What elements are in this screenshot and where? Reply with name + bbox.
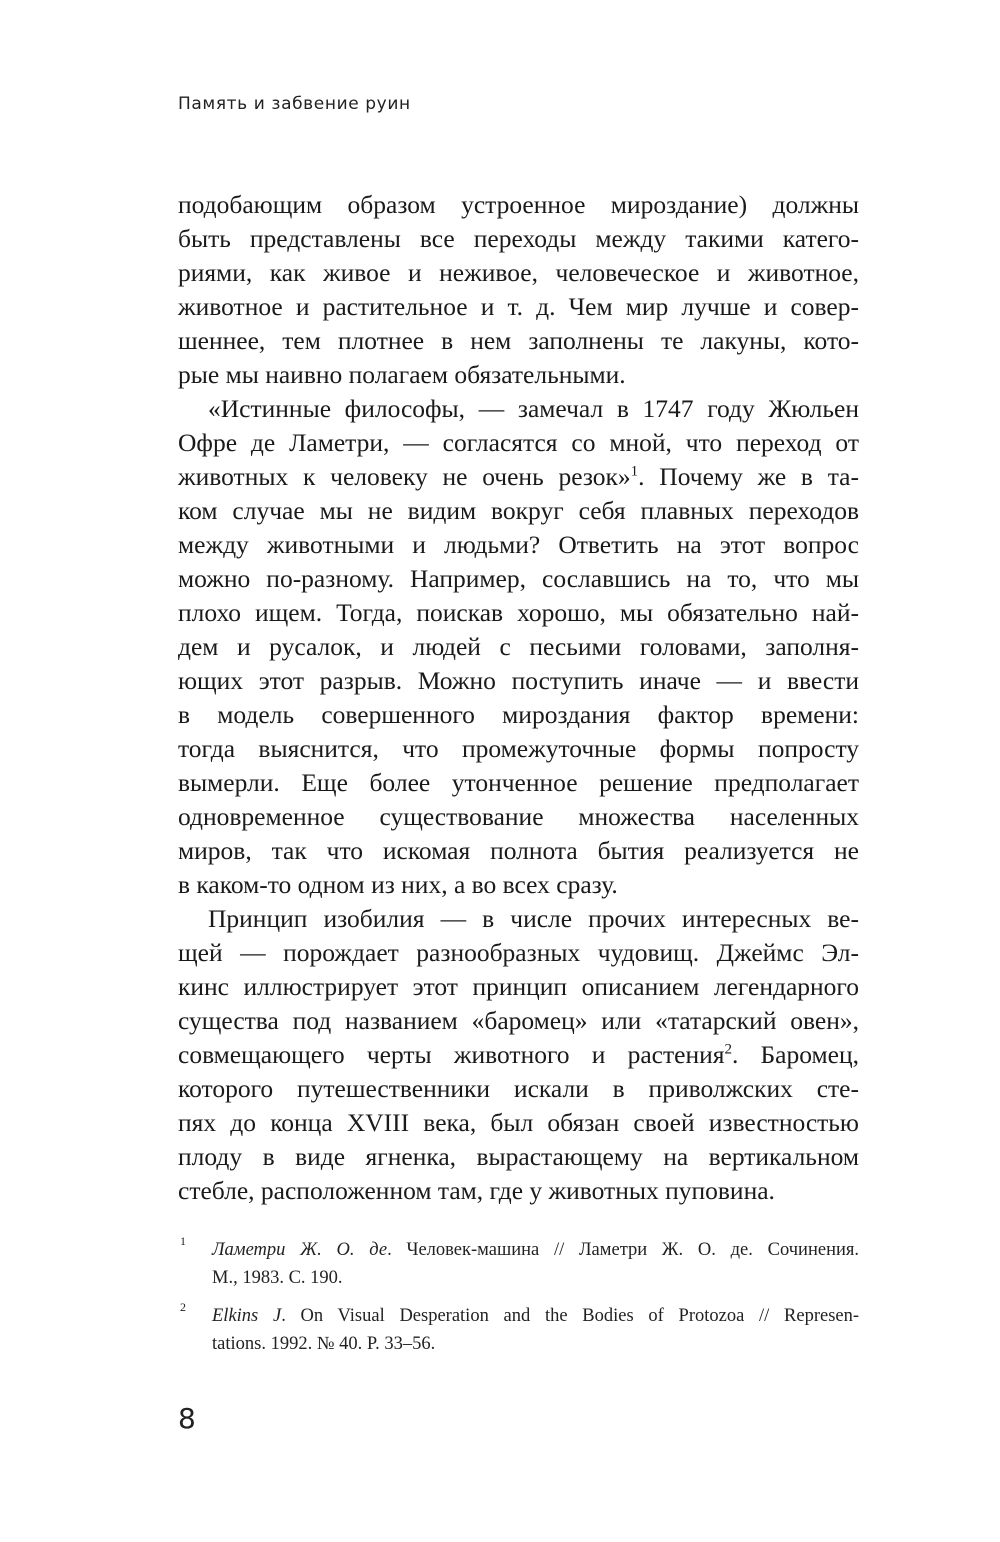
text-line: ющих этот разрыв. Можно поступить иначе — и ввести — [178, 666, 859, 695]
paragraph-3 — [178, 902, 859, 1208]
footnote-line: М., 1983. С. 190. — [212, 1268, 343, 1288]
text-line: тогда выяснится, что промежуточные формы попросту — [178, 734, 859, 763]
text-line: можно по-разному. Например, сославшись на то, что мы — [178, 564, 859, 593]
text-line-part: совмещающего черты животного и растения — [178, 1040, 725, 1069]
footnote-1 — [178, 1236, 859, 1292]
text-line-part: . Почему же в та- — [638, 462, 859, 491]
text-line-part: животных к человеку не очень резок» — [178, 462, 631, 491]
text-line: риями, как живое и неживое, человеческое и животное, — [178, 258, 859, 287]
text-line: в каком-то одном из них, а во всех сразу. — [178, 870, 618, 899]
text-line: существа под названием «баромец» или «татарский овен», — [178, 1006, 859, 1035]
text-line: шеннее, тем плотнее в нем заполнены те лакуны, кото- — [178, 326, 859, 355]
paragraph-2 — [178, 392, 859, 902]
text-line: ком случае мы не видим вокруг себя плавных переходов — [178, 496, 859, 525]
body-text — [178, 188, 859, 1208]
footnotes — [178, 1236, 859, 1368]
text-line — [178, 460, 859, 494]
text-line: пях до конца XVIII века, был обязан своей известностью — [178, 1108, 859, 1137]
text-line: животное и растительное и т. д. Чем мир лучше и совер- — [178, 292, 859, 321]
footnote-2 — [178, 1302, 859, 1358]
footnote-line — [212, 1236, 859, 1264]
text-line: плохо ищем. Тогда, поискав хорошо, мы обязательно най- — [178, 598, 859, 627]
running-header: Память и забвение руин — [178, 94, 411, 114]
text-line: быть представлены все переходы между такими катего- — [178, 224, 859, 253]
footnote-author: Ламетри Ж. О. де — [212, 1240, 388, 1260]
paragraph-1 — [178, 188, 859, 392]
text-line: щей — порождает разнообразных чудовищ. Джеймс Эл- — [178, 938, 859, 967]
footnote-number: 2 — [180, 1300, 186, 1314]
text-line: рые мы наивно полагаем обязательными. — [178, 360, 626, 389]
text-line: которого путешественники искали в приволжских сте- — [178, 1074, 859, 1103]
footnote-line: tations. 1992. № 40. P. 33–56. — [212, 1334, 436, 1354]
text-line: Принцип изобилия — в числе прочих интересных ве- — [208, 904, 859, 933]
text-line: кинс иллюстрирует этот принцип описанием легендарного — [178, 972, 859, 1001]
text-line: «Истинные философы, — замечал в 1747 году Жюльен — [208, 394, 859, 423]
footnote-line — [212, 1302, 859, 1330]
footnote-ref[interactable]: 2 — [724, 1041, 732, 1058]
text-line: стебле, расположенном там, где у животных пуповина. — [178, 1176, 775, 1205]
text-line: вымерли. Еще более утонченное решение предполагает — [178, 768, 859, 797]
text-line: в модель совершенного мироздания фактор времени: — [178, 700, 859, 729]
footnote-text: . Человек-машина // Ламетри Ж. О. де. Сочинения. — [387, 1240, 860, 1260]
text-line: Офре де Ламетри, — согласятся со мной, что переход от — [178, 428, 859, 457]
text-line: подобающим образом устроенное мироздание) должны — [178, 190, 859, 219]
text-line: дем и русалок, и людей с песьими головами, заполня- — [178, 632, 859, 661]
footnote-author: Elkins J — [212, 1306, 282, 1326]
footnote-number: 1 — [180, 1234, 186, 1248]
footnote-text: . On Visual Desperation and the Bodies of Protozoa // Represen- — [281, 1306, 860, 1326]
text-line-part: . Баромец, — [731, 1040, 859, 1069]
text-line — [178, 1038, 859, 1072]
text-line: плоду в виде ягненка, вырастающему на вертикальном — [178, 1142, 859, 1171]
text-line: одновременное существование множества населенных — [178, 802, 859, 831]
text-line: миров, так что искомая полнота бытия реализуется не — [178, 836, 859, 865]
page-number: 8 — [178, 1402, 196, 1435]
footnote-ref[interactable]: 1 — [630, 463, 639, 480]
text-line: между животными и людьми? Ответить на этот вопрос — [178, 530, 859, 559]
